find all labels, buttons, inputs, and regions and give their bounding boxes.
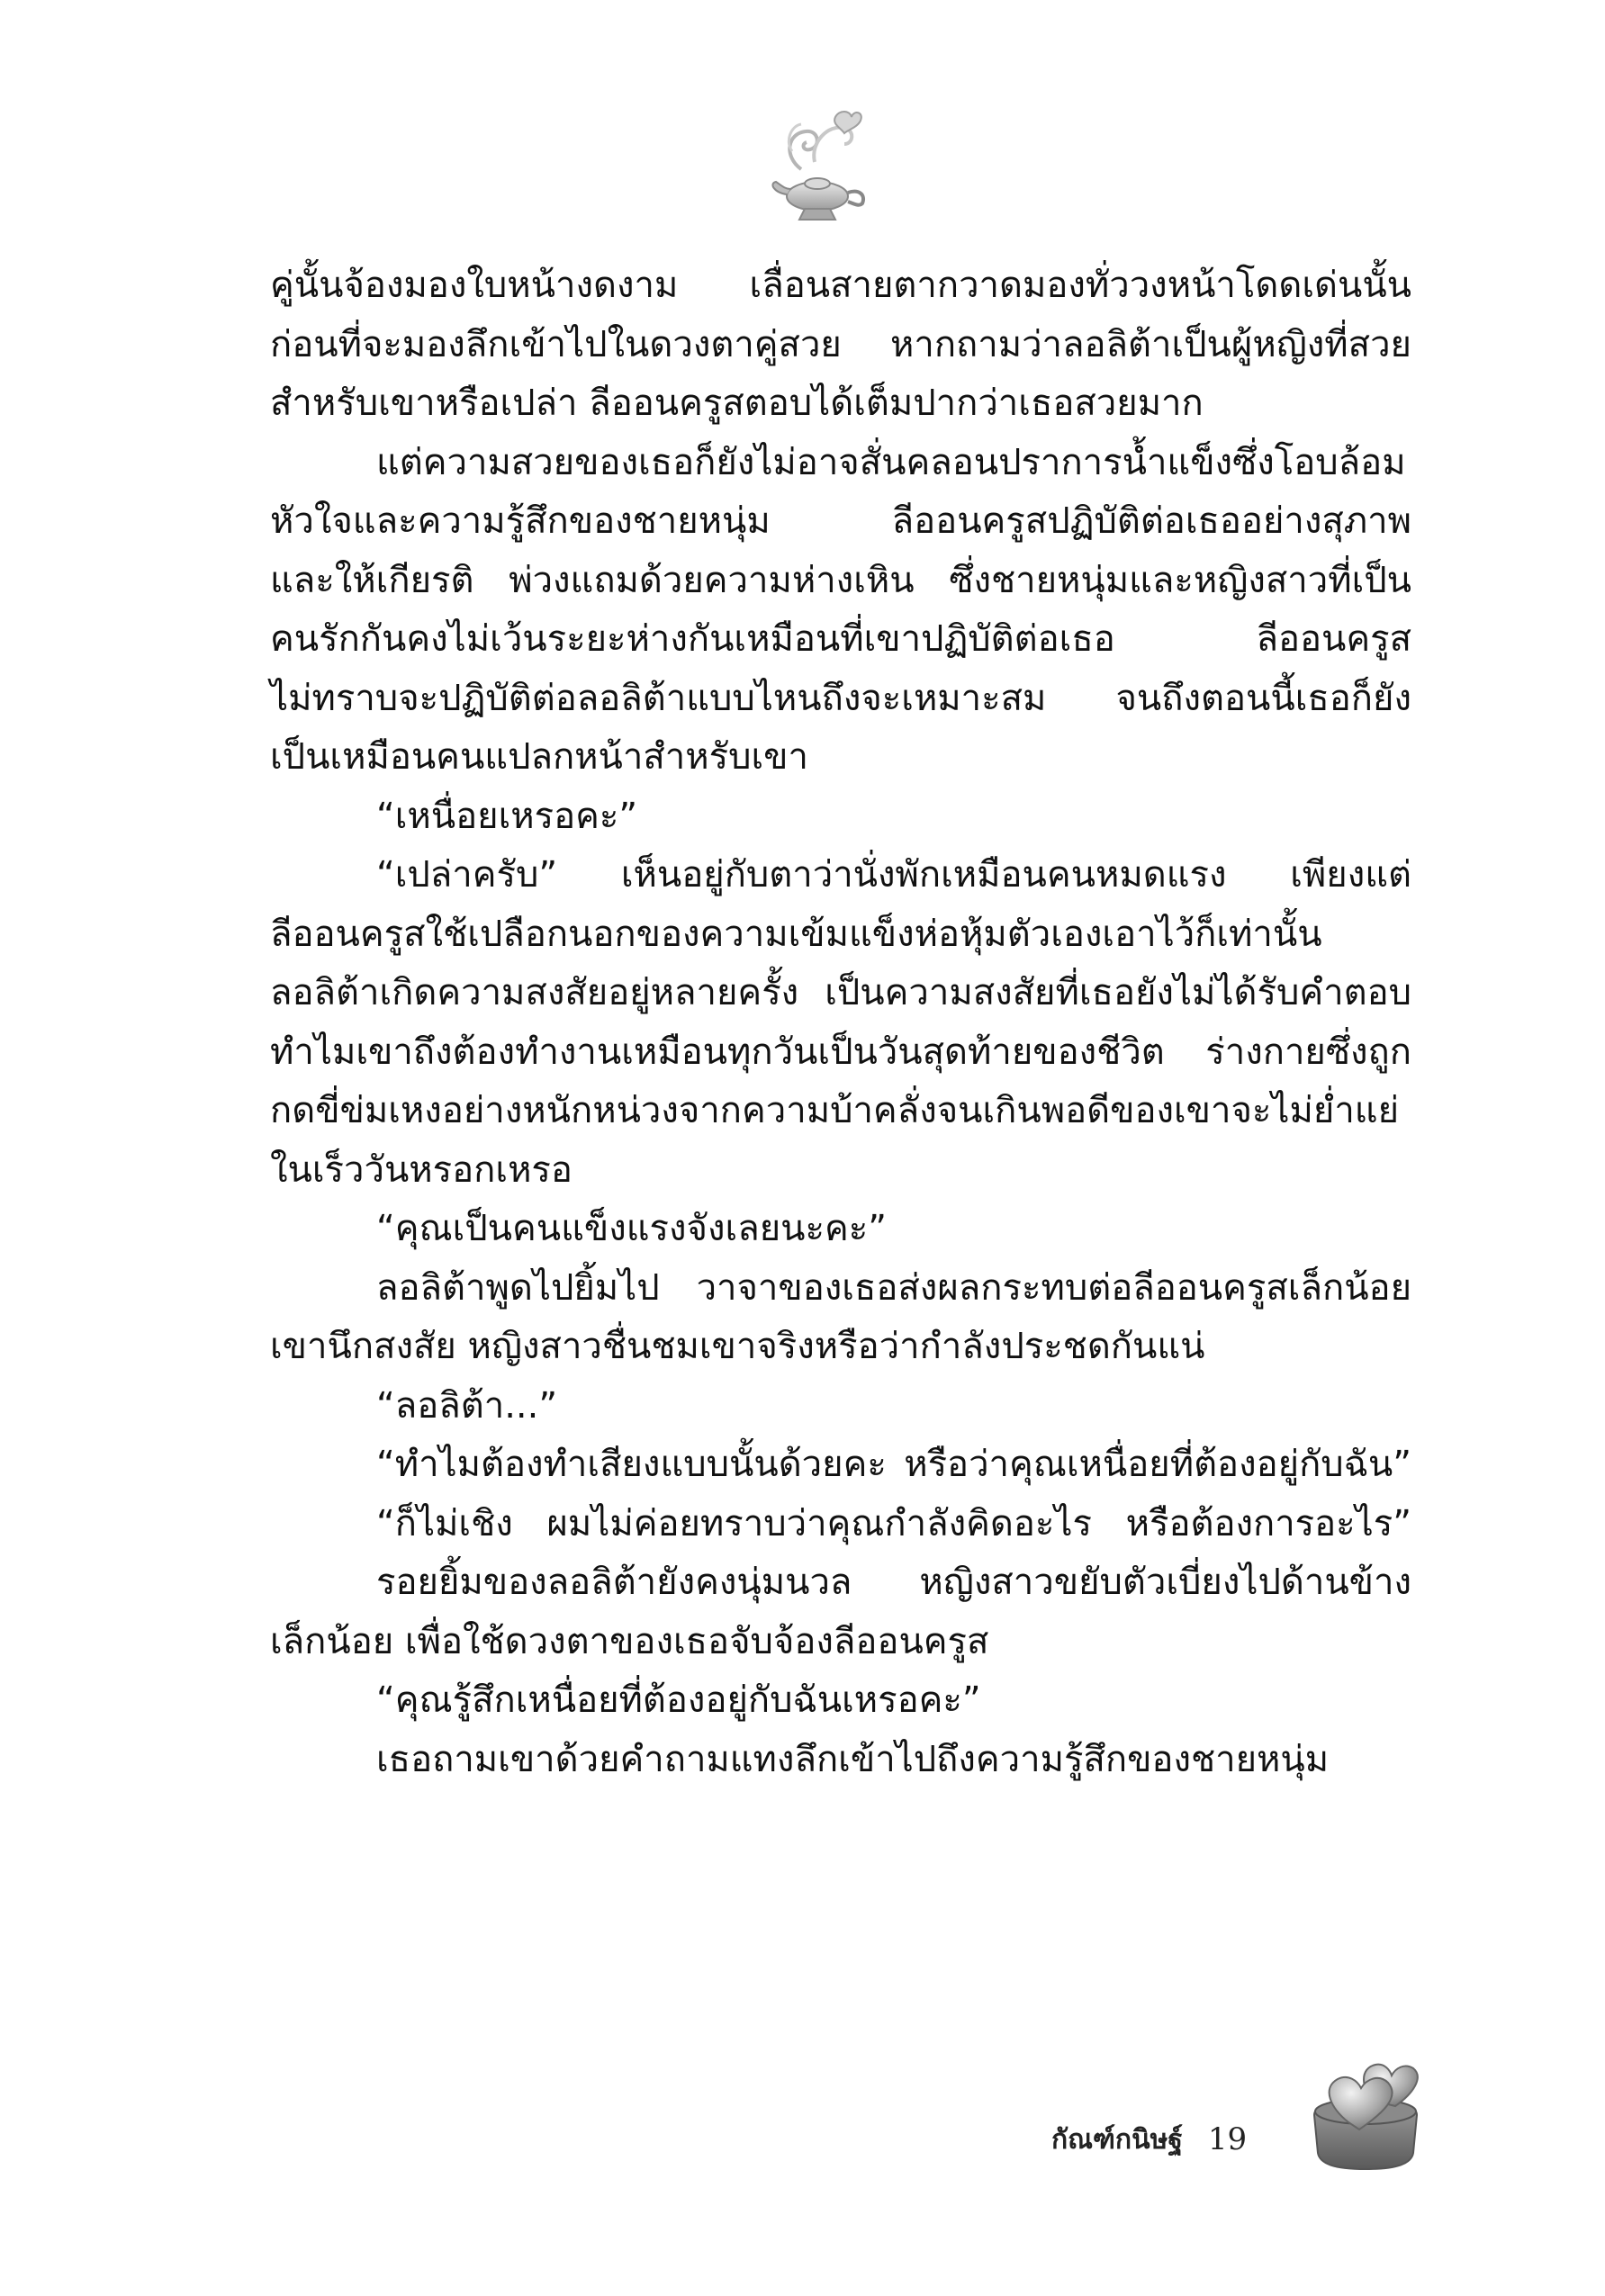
text-line: ในเร็ววันหรอกเหรอ	[270, 1148, 573, 1191]
text-line: เขานึกสงสัย หญิงสาวชื่นชมเขาจริงหรือว่ากำลังประชดกันแน่	[270, 1326, 1205, 1367]
text-line: ก่อนที่จะมองลึกเข้าไปในดวงตาคู่สวย หากถามว่าลอลิต้าเป็นผู้หญิงที่สวย	[270, 323, 1411, 365]
magic-lamp-icon	[765, 106, 873, 232]
text-line: แต่ความสวยของเธอก็ยังไม่อาจสั่นคลอนปราการน้ำแข็งซึ่งโอบล้อม	[376, 441, 1406, 483]
text-line: กดขี่ข่มเหงอย่างหนักหน่วงจากความบ้าคลั่งจนเกินพอดีของเขาจะไม่ย่ำแย่	[270, 1090, 1400, 1131]
book-title: กัณฑ์กนิษฐ์	[1051, 2123, 1183, 2156]
text-line: รอยยิ้มของลอลิต้ายังคงนุ่มนวล หญิงสาวขยับตัวเบี่ยงไปด้านข้าง	[376, 1562, 1411, 1603]
text-line: ทำไมเขาถึงต้องทำงานเหมือนทุกวันเป็นวันสุดท้ายของชีวิต ร่างกายซึ่งถูก	[270, 1031, 1411, 1073]
text-line: “คุณรู้สึกเหนื่อยที่ต้องอยู่กับฉันเหรอคะ”	[376, 1679, 981, 1721]
text-line: “ทำไมต้องทำเสียงแบบนั้นด้วยคะ หรือว่าคุณเหนื่อยที่ต้องอยู่กับฉัน”	[376, 1444, 1411, 1485]
text-line: “คุณเป็นคนแข็งแรงจังเลยนะคะ”	[376, 1208, 887, 1249]
page-number: 19	[1207, 2121, 1248, 2157]
text-line: หัวใจและความรู้สึกของชายหนุ่ม ลีออนครูสปฏิบัติต่อเธออย่างสุภาพ	[270, 500, 1411, 542]
page-footer	[1051, 2112, 1247, 2166]
body-text	[270, 257, 1411, 1789]
text-line: ลอลิต้าเกิดความสงสัยอยู่หลายครั้ง เป็นความสงสัยที่เธอยังไม่ได้รับคำตอบ	[270, 972, 1411, 1013]
text-line: ไม่ทราบจะปฏิบัติต่อลอลิต้าแบบไหนถึงจะเหมาะสม จนถึงตอนนี้เธอก็ยัง	[270, 677, 1411, 719]
text-line: “ก็ไม่เชิง ผมไม่ค่อยทราบว่าคุณกำลังคิดอะไร หรือต้องการอะไร”	[376, 1502, 1411, 1544]
text-line: สำหรับเขาหรือเปล่า ลีออนครูสตอบได้เต็มปากว่าเธอสวยมาก	[270, 383, 1204, 424]
text-line: เล็กน้อย เพื่อใช้ดวงตาของเธอจับจ้องลีออนครูส	[270, 1620, 989, 1662]
hearts-box-icon	[1307, 2052, 1424, 2174]
text-line: และให้เกียรติ พ่วงแถมด้วยความห่างเหิน ซึ่งชายหนุ่มและหญิงสาวที่เป็น	[270, 559, 1411, 601]
text-line: ลอลิต้าพูดไปยิ้มไป วาจาของเธอส่งผลกระทบต่อลีออนครูสเล็กน้อย	[376, 1266, 1411, 1309]
text-line: “ลอลิต้า...”	[376, 1384, 558, 1427]
text-line: “เปล่าครับ” เห็นอยู่กับตาว่านั่งพักเหมือนคนหมดแรง เพียงแต่	[376, 854, 1411, 896]
text-line: “เหนื่อยเหรอคะ”	[376, 795, 638, 837]
text-line: ลีออนครูสใช้เปลือกนอกของความเข้มแข็งห่อหุ้มตัวเองเอาไว้ก็เท่านั้น	[270, 913, 1322, 955]
text-line: เธอถามเขาด้วยคำถามแทงลึกเข้าไปถึงความรู้สึกของชายหนุ่ม	[376, 1738, 1330, 1780]
text-line: เป็นเหมือนคนแปลกหน้าสำหรับเขา	[270, 736, 808, 778]
text-line: คู่นั้นจ้องมองใบหน้างดงาม เลื่อนสายตากวาดมองทั่ววงหน้าโดดเด่นนั้น	[270, 265, 1411, 306]
text-line: คนรักกันคงไม่เว้นระยะห่างกันเหมือนที่เขาปฏิบัติต่อเธอ ลีออนครูส	[270, 618, 1411, 660]
